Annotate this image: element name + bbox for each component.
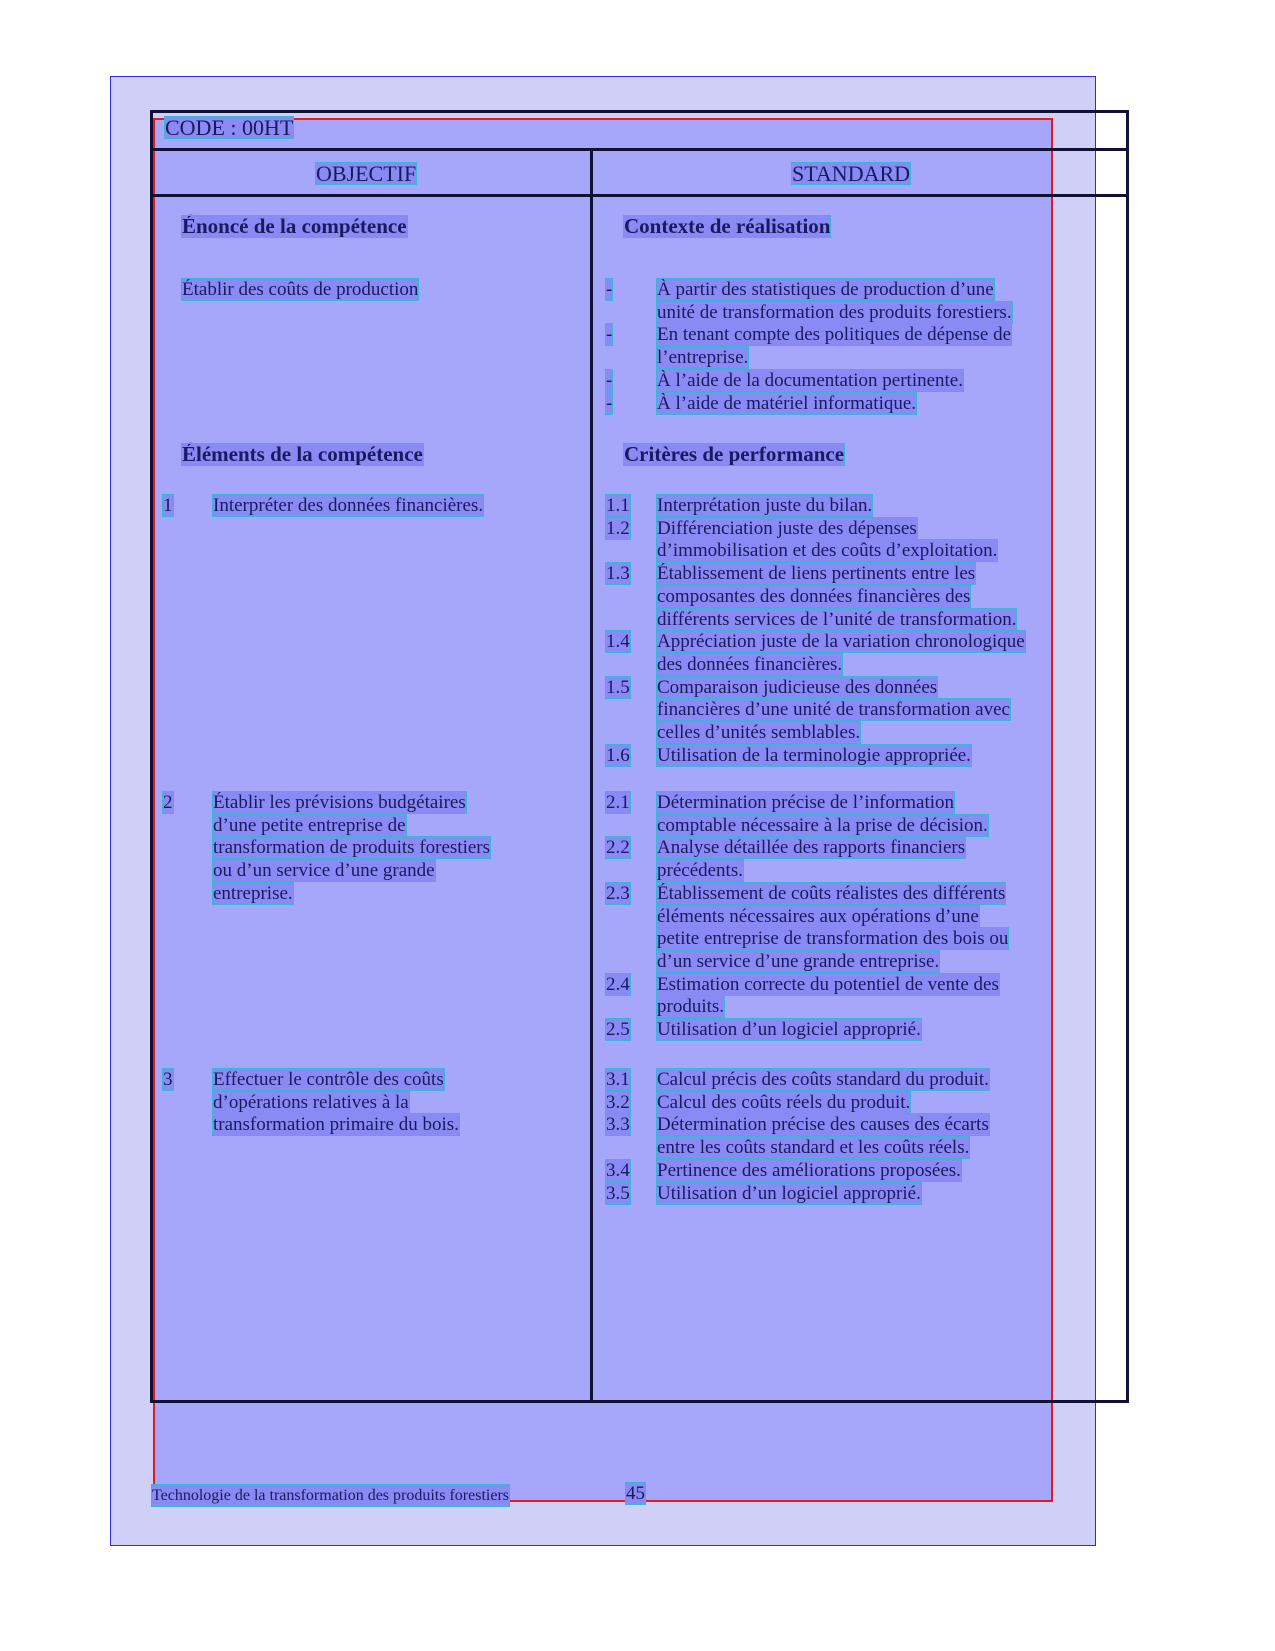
critere-line: petite entreprise de transformation des bois ou xyxy=(657,928,1009,950)
table-left-border xyxy=(150,110,153,1403)
critere-number: 1.4 xyxy=(606,631,630,653)
column-header-standard: STANDARD xyxy=(792,161,911,186)
critere-number: 3.1 xyxy=(606,1069,630,1090)
element-line: Interpréter des données financières. xyxy=(213,495,484,516)
element-number: 3 xyxy=(163,1069,173,1090)
contexte-line: l’entreprise. xyxy=(657,347,749,369)
critere-number: 2.1 xyxy=(606,792,630,813)
critere-line: Utilisation de la terminologie appropriée. xyxy=(657,744,971,766)
critere-line: différents services de l’unité de transformation. xyxy=(657,608,1017,630)
critere-number: 1.5 xyxy=(606,676,630,698)
footer-page-number: 45 xyxy=(626,1483,645,1504)
element-line: d’une petite entreprise de xyxy=(213,814,406,836)
critere-number: 2.3 xyxy=(606,882,630,904)
element-line: entreprise. xyxy=(213,882,293,904)
critere-line: produits. xyxy=(657,996,725,1018)
critere-line: éléments nécessaires aux opérations d’une xyxy=(657,905,979,927)
critere-number: 3.3 xyxy=(606,1114,630,1136)
critere-number: 1.1 xyxy=(606,495,630,516)
code-label: CODE : 00HT xyxy=(165,115,294,140)
critere-line: Utilisation d’un logiciel approprié. xyxy=(657,1182,921,1204)
footer-title: Technologie de la transformation des produits forestiers xyxy=(152,1487,509,1504)
contexte-line: À partir des statistiques de production d’une xyxy=(657,279,994,300)
column-header-objectif: OBJECTIF xyxy=(316,161,417,186)
critere-line: composantes des données financières des xyxy=(657,585,971,607)
critere-line: comptable nécessaire à la prise de décision. xyxy=(657,814,988,836)
enonce-title: Énoncé de la compétence xyxy=(182,214,407,238)
critere-line: précédents. xyxy=(657,860,743,882)
contexte-bullet: - xyxy=(606,279,613,300)
critere-line: celles d’unités semblables. xyxy=(657,722,861,743)
critere-line: d’immobilisation et des coûts d’exploitation. xyxy=(657,540,998,562)
critere-line: Détermination précise de l’information xyxy=(657,792,955,813)
critere-number: 1.2 xyxy=(606,517,630,539)
critere-line: Différenciation juste des dépenses xyxy=(657,517,917,539)
critere-number: 3.4 xyxy=(606,1159,630,1181)
critere-line: financières d’une unité de transformation avec xyxy=(657,699,1010,721)
contexte-line: À l’aide de matériel informatique. xyxy=(657,392,917,414)
critere-number: 3.5 xyxy=(606,1182,630,1204)
contexte-bullet: - xyxy=(606,369,613,391)
critere-line: Calcul précis des coûts standard du produit. xyxy=(657,1069,989,1090)
element-line: transformation primaire du bois. xyxy=(213,1114,459,1136)
contexte-line: unité de transformation des produits forestiers. xyxy=(657,301,1012,323)
critere-line: des données financières. xyxy=(657,653,843,675)
contexte-title: Contexte de réalisation xyxy=(624,214,831,238)
critere-line: entre les coûts standard et les coûts réels. xyxy=(657,1137,970,1159)
critere-line: Pertinence des améliorations proposées. xyxy=(657,1159,961,1181)
critere-number: 3.2 xyxy=(606,1091,630,1113)
critere-number: 2.4 xyxy=(606,973,630,995)
critere-line: Comparaison judicieuse des données xyxy=(657,676,938,698)
critere-line: Détermination précise des causes des écarts xyxy=(657,1114,989,1136)
critere-line: Appréciation juste de la variation chronologique xyxy=(657,631,1025,653)
critere-line: Estimation correcte du potentiel de vente des xyxy=(657,973,999,995)
column-divider xyxy=(590,148,593,1403)
table-right-border xyxy=(1126,110,1129,1403)
header-divider xyxy=(150,148,1129,151)
critere-line: Établissement de coûts réalistes des différents xyxy=(657,882,1006,904)
table-top-border xyxy=(150,110,1129,113)
contexte-line: En tenant compte des politiques de dépense de xyxy=(657,324,1012,346)
enonce-text: Établir des coûts de production xyxy=(182,279,419,300)
element-line: d’opérations relatives à la xyxy=(213,1091,409,1113)
critere-line: Analyse détaillée des rapports financiers xyxy=(657,837,966,859)
element-line: ou d’un service d’une grande xyxy=(213,860,435,882)
critere-line: Calcul des coûts réels du produit. xyxy=(657,1091,911,1113)
critere-number: 1.6 xyxy=(606,744,630,766)
critere-line: Interprétation juste du bilan. xyxy=(657,495,873,516)
contexte-bullet: - xyxy=(606,392,613,414)
element-line: transformation de produits forestiers xyxy=(213,837,491,859)
contexte-bullet: - xyxy=(606,324,613,346)
critere-number: 1.3 xyxy=(606,563,630,585)
elements-title: Éléments de la compétence xyxy=(182,442,423,466)
element-line: Effectuer le contrôle des coûts xyxy=(213,1069,444,1090)
contexte-line: À l’aide de la documentation pertinente. xyxy=(657,369,963,391)
element-number: 2 xyxy=(163,792,173,813)
critere-number: 2.2 xyxy=(606,837,630,859)
table-bottom-border xyxy=(150,1400,1129,1403)
critere-line: Utilisation d’un logiciel approprié. xyxy=(657,1019,921,1040)
criteres-title: Critères de performance xyxy=(624,442,845,466)
critere-line: Établissement de liens pertinents entre les xyxy=(657,563,976,585)
element-number: 1 xyxy=(163,495,173,516)
element-line: Établir les prévisions budgétaires xyxy=(213,792,466,813)
critere-line: d’un service d’une grande entreprise. xyxy=(657,950,940,972)
critere-number: 2.5 xyxy=(606,1019,630,1040)
column-header-divider xyxy=(150,194,1129,197)
